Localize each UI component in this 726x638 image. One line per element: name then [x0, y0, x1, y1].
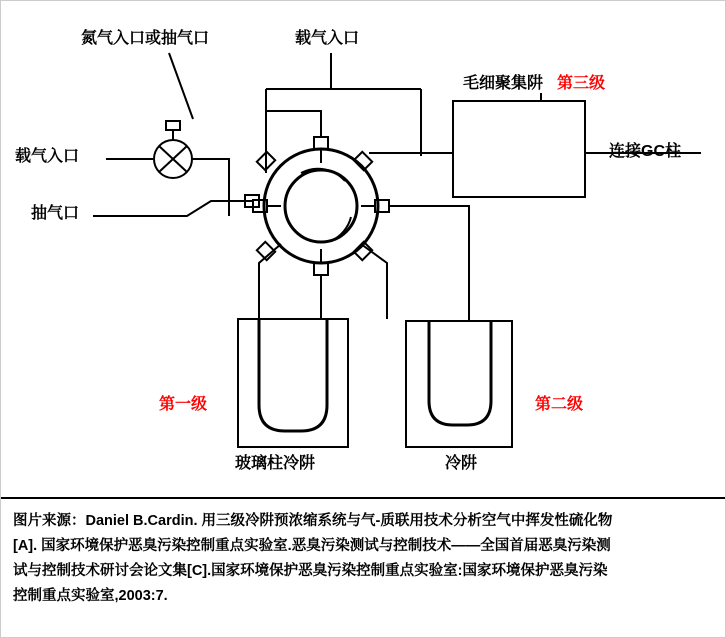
- label-gc-column-connection: 连接GC柱: [609, 143, 682, 160]
- label-carrier-gas-inlet-left: 载气入口: [15, 148, 80, 165]
- line-valve-to-stage2: [389, 206, 469, 321]
- label-stage-three: 第三级: [557, 75, 606, 92]
- caption-line-2: [A]. 国家环境保护恶臭污染控制重点实验室.恶臭污染测试与控制技术——全国首届恶臭污染测: [13, 537, 611, 554]
- diagram-area: [1, 1, 726, 497]
- valve-port-s: [314, 263, 328, 275]
- diagram-svg: [1, 1, 726, 497]
- leader-nitrogen-inlet: [169, 53, 193, 119]
- caption-line-3: 试与控制技术研讨会论文集[C].国家环境保护恶臭污染控制重点实验室:国家环境保护恶臭污染: [13, 562, 608, 579]
- label-carrier-gas-inlet-top: 载气入口: [295, 30, 360, 47]
- caption-line-1: 图片来源：Daniel B.Cardin. 用三级冷阱预浓缩系统与气-质联用技术分析空气中挥发性硫化物: [13, 513, 613, 529]
- stage2-dewar: [406, 321, 512, 447]
- stage2-u-trap: [429, 321, 491, 425]
- valve-stem-cap: [166, 121, 180, 130]
- label-nitrogen-inlet: 氮气入口或抽气口: [81, 30, 210, 47]
- caption-line-4: 控制重点实验室,2003:7.: [13, 587, 168, 604]
- stage1-u-trap: [259, 319, 327, 431]
- label-stage-one: 第一级: [159, 396, 208, 413]
- label-cold-trap: 冷阱: [445, 455, 478, 472]
- label-stage-two: 第二级: [535, 396, 584, 413]
- capillary-trap-box: [453, 101, 585, 197]
- valve-out-line: [192, 159, 229, 216]
- label-glass-cold-trap: 玻璃柱冷阱: [235, 455, 316, 472]
- valve-cross: [159, 146, 187, 172]
- line-valve-se-to-stage2: [361, 244, 387, 319]
- figure-caption: [1, 497, 726, 638]
- valve-top-to-manifold: [266, 111, 321, 137]
- label-capillary-focuser: 毛细聚集阱: [463, 75, 544, 92]
- label-vent-port: 抽气口: [31, 205, 80, 222]
- valve-port-n: [314, 137, 328, 149]
- stage1-dewar: [238, 319, 348, 447]
